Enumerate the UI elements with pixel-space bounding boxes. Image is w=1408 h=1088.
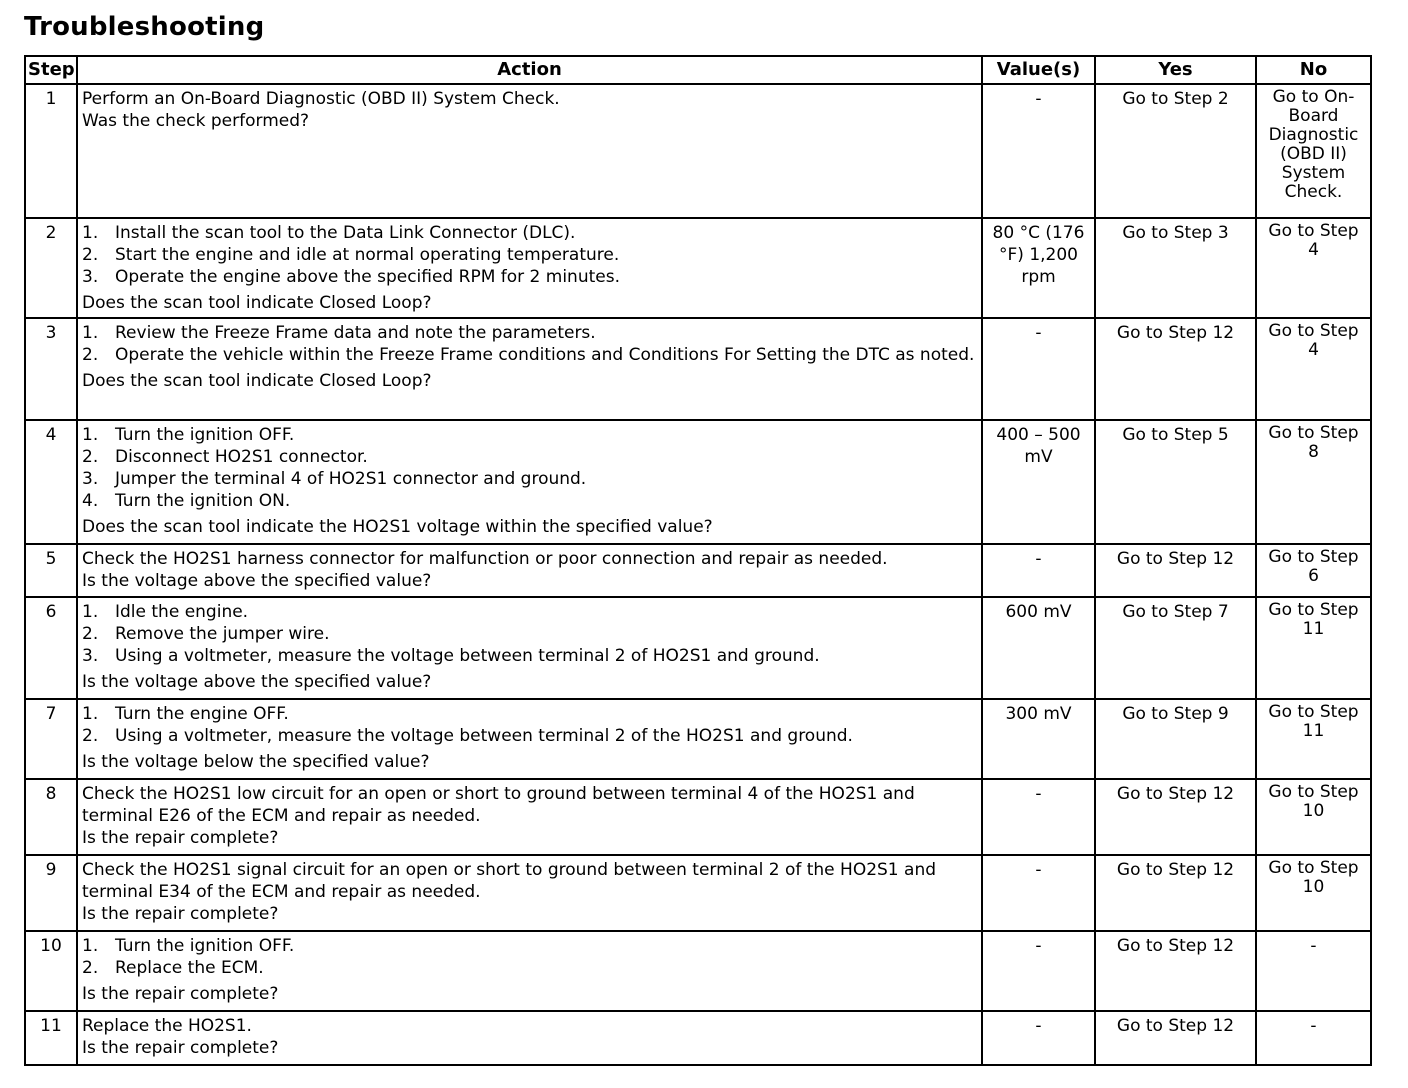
action-steps: [82, 322, 977, 366]
action-step-text: Operate the vehicle within the Freeze Frame conditions and Conditions For Setting the DTC as noted.: [115, 345, 975, 365]
action-step-text: Turn the ignition ON.: [115, 491, 291, 511]
no-text: Go to Step 4: [1268, 321, 1359, 360]
action-question: Is the repair complete?: [82, 828, 279, 848]
header-yes: Yes: [1095, 56, 1256, 84]
action-step: 4. Turn the ignition ON.: [82, 491, 291, 511]
header-step: Step: [25, 56, 77, 84]
action-cell: [77, 931, 982, 1011]
yes-cell: Go to Step 2: [1095, 84, 1256, 218]
action-step: 2. Operate the vehicle within the Freeze Frame conditions and Conditions For Setting the DTC as noted.: [82, 345, 975, 365]
action-step-text: Operate the engine above the specified RPM for 2 minutes.: [115, 267, 620, 287]
action-step-text: Using a voltmeter, measure the voltage between terminal 2 of HO2S1 and ground.: [115, 646, 820, 666]
yes-cell: Go to Step 12: [1095, 855, 1256, 931]
yes-cell: Go to Step 7: [1095, 597, 1256, 699]
yes-cell: Go to Step 12: [1095, 779, 1256, 855]
action-question: Is the voltage above the specified value?: [82, 672, 432, 692]
yes-cell: Go to Step 9: [1095, 699, 1256, 779]
action-question: Does the scan tool indicate the HO2S1 voltage within the specified value?: [82, 517, 713, 537]
action-question: Is the voltage above the specified value?: [82, 571, 432, 591]
step-cell: 10: [25, 931, 77, 1011]
value-cell: 600 mV: [982, 597, 1095, 699]
step-cell: 6: [25, 597, 77, 699]
action-text: Replace the HO2S1.: [82, 1016, 252, 1036]
action-step-text: Turn the ignition OFF.: [115, 425, 295, 445]
table-row: [25, 699, 1371, 779]
table-row: [25, 1011, 1371, 1065]
no-cell: [1256, 779, 1371, 855]
table-row: [25, 544, 1371, 597]
no-cell: [1256, 218, 1371, 318]
action-question: Is the repair complete?: [82, 984, 279, 1004]
value-cell: -: [982, 84, 1095, 218]
action-steps: [82, 424, 977, 512]
value-cell: 300 mV: [982, 699, 1095, 779]
action-steps: [82, 601, 977, 667]
table-row: [25, 318, 1371, 420]
yes-cell: Go to Step 3: [1095, 218, 1256, 318]
action-text: Check the HO2S1 low circuit for an open or short to ground between terminal 4 of the HO2S1 and terminal E26 of the ECM and repair as needed.: [82, 784, 915, 826]
action-step-text: Disconnect HO2S1 connector.: [115, 447, 368, 467]
action-step: 1. Turn the ignition OFF.: [82, 425, 295, 445]
action-step-text: Turn the ignition OFF.: [115, 936, 295, 956]
no-text: Go to Step 10: [1268, 858, 1359, 897]
action-cell: [77, 218, 982, 318]
action-cell: [77, 779, 982, 855]
no-cell: [1256, 855, 1371, 931]
action-question: Was the check performed?: [82, 111, 310, 131]
action-step: 3. Jumper the terminal 4 of HO2S1 connector and ground.: [82, 469, 587, 489]
step-cell: 9: [25, 855, 77, 931]
no-cell: [1256, 420, 1371, 544]
no-cell: [1256, 699, 1371, 779]
value-cell: -: [982, 1011, 1095, 1065]
no-text: -: [1310, 936, 1317, 956]
no-cell: [1256, 84, 1371, 218]
yes-cell: Go to Step 12: [1095, 544, 1256, 597]
header-action: Action: [77, 56, 982, 84]
action-step: 2. Remove the jumper wire.: [82, 624, 330, 644]
step-cell: 4: [25, 420, 77, 544]
action-question: Is the repair complete?: [82, 1038, 279, 1058]
value-cell: 400 – 500 mV: [982, 420, 1095, 544]
action-cell: [77, 1011, 982, 1065]
action-cell: [77, 420, 982, 544]
no-text: Go to Step 4: [1268, 221, 1359, 260]
table-row: [25, 597, 1371, 699]
step-cell: 8: [25, 779, 77, 855]
yes-cell: Go to Step 5: [1095, 420, 1256, 544]
action-step: 2. Start the engine and idle at normal operating temperature.: [82, 245, 620, 265]
action-text: Check the HO2S1 signal circuit for an open or short to ground between terminal 2 of the HO2S1 and terminal E34 of the ECM and repair as needed.: [82, 860, 937, 902]
action-step-text: Jumper the terminal 4 of HO2S1 connector and ground.: [115, 469, 587, 489]
step-cell: 1: [25, 84, 77, 218]
header-values: Value(s): [982, 56, 1095, 84]
action-text: Perform an On-Board Diagnostic (OBD II) System Check.: [82, 89, 560, 109]
no-cell: [1256, 544, 1371, 597]
no-cell: [1256, 931, 1371, 1011]
action-text: Check the HO2S1 harness connector for malfunction or poor connection and repair as needed.: [82, 549, 888, 569]
value-cell: -: [982, 544, 1095, 597]
no-text: Go to Step 10: [1268, 782, 1359, 821]
action-step-text: Install the scan tool to the Data Link Connector (DLC).: [115, 223, 576, 243]
step-cell: 2: [25, 218, 77, 318]
table-row: [25, 84, 1371, 218]
value-cell: -: [982, 855, 1095, 931]
action-step: 2. Replace the ECM.: [82, 958, 264, 978]
value-cell: -: [982, 318, 1095, 420]
action-question: Is the voltage below the specified value?: [82, 752, 430, 772]
action-step: 1. Idle the engine.: [82, 602, 249, 622]
action-step: 1. Install the scan tool to the Data Link Connector (DLC).: [82, 223, 576, 243]
action-cell: [77, 84, 982, 218]
action-cell: [77, 699, 982, 779]
page-title: Troubleshooting: [24, 12, 265, 42]
step-cell: 5: [25, 544, 77, 597]
action-question: Does the scan tool indicate Closed Loop?: [82, 293, 432, 313]
value-cell: 80 °C (176 °F) 1,200 rpm: [982, 218, 1095, 318]
yes-cell: Go to Step 12: [1095, 318, 1256, 420]
action-step-text: Review the Freeze Frame data and note the parameters.: [115, 323, 596, 343]
action-step-text: Idle the engine.: [115, 602, 249, 622]
troubleshooting-table: [24, 55, 1372, 1066]
value-cell: -: [982, 931, 1095, 1011]
action-step: 3. Operate the engine above the specified RPM for 2 minutes.: [82, 267, 620, 287]
action-steps: [82, 935, 977, 979]
action-steps: [82, 222, 977, 288]
table-row: [25, 779, 1371, 855]
step-cell: 11: [25, 1011, 77, 1065]
no-cell: [1256, 597, 1371, 699]
action-step-text: Remove the jumper wire.: [115, 624, 330, 644]
no-text: Go to Step 11: [1268, 600, 1359, 639]
action-step-text: Turn the engine OFF.: [115, 704, 289, 724]
action-question: Is the repair complete?: [82, 904, 279, 924]
action-step-text: Start the engine and idle at normal operating temperature.: [115, 245, 620, 265]
no-text: Go to Step 8: [1268, 423, 1359, 462]
step-cell: 7: [25, 699, 77, 779]
table-row: [25, 420, 1371, 544]
action-step: 1. Review the Freeze Frame data and note the parameters.: [82, 323, 596, 343]
action-cell: [77, 544, 982, 597]
yes-cell: Go to Step 12: [1095, 931, 1256, 1011]
action-cell: [77, 855, 982, 931]
table-row: [25, 855, 1371, 931]
no-text: Go to Step 6: [1268, 547, 1359, 586]
table-row: [25, 931, 1371, 1011]
action-step: 2. Disconnect HO2S1 connector.: [82, 447, 368, 467]
action-cell: [77, 597, 982, 699]
no-cell: [1256, 318, 1371, 420]
action-step: 1. Turn the ignition OFF.: [82, 936, 295, 956]
step-cell: 3: [25, 318, 77, 420]
action-cell: [77, 318, 982, 420]
value-cell: -: [982, 779, 1095, 855]
action-question: Does the scan tool indicate Closed Loop?: [82, 371, 432, 391]
action-steps: [82, 703, 977, 747]
action-step: 1. Turn the engine OFF.: [82, 704, 289, 724]
action-step-text: Using a voltmeter, measure the voltage between terminal 2 of the HO2S1 and ground.: [115, 726, 853, 746]
action-step: 2. Using a voltmeter, measure the voltage between terminal 2 of the HO2S1 and ground.: [82, 726, 853, 746]
no-text: Go to Step 11: [1268, 702, 1359, 741]
no-cell: [1256, 1011, 1371, 1065]
table-row: [25, 218, 1371, 318]
no-text: Go to On-Board Diagnostic (OBD II) System Check.: [1268, 87, 1359, 202]
action-step: 3. Using a voltmeter, measure the voltage between terminal 2 of HO2S1 and ground.: [82, 646, 820, 666]
header-no: No: [1256, 56, 1371, 84]
no-text: -: [1310, 1016, 1317, 1036]
action-step-text: Replace the ECM.: [115, 958, 264, 978]
yes-cell: Go to Step 12: [1095, 1011, 1256, 1065]
table-header-row: [25, 56, 1371, 84]
